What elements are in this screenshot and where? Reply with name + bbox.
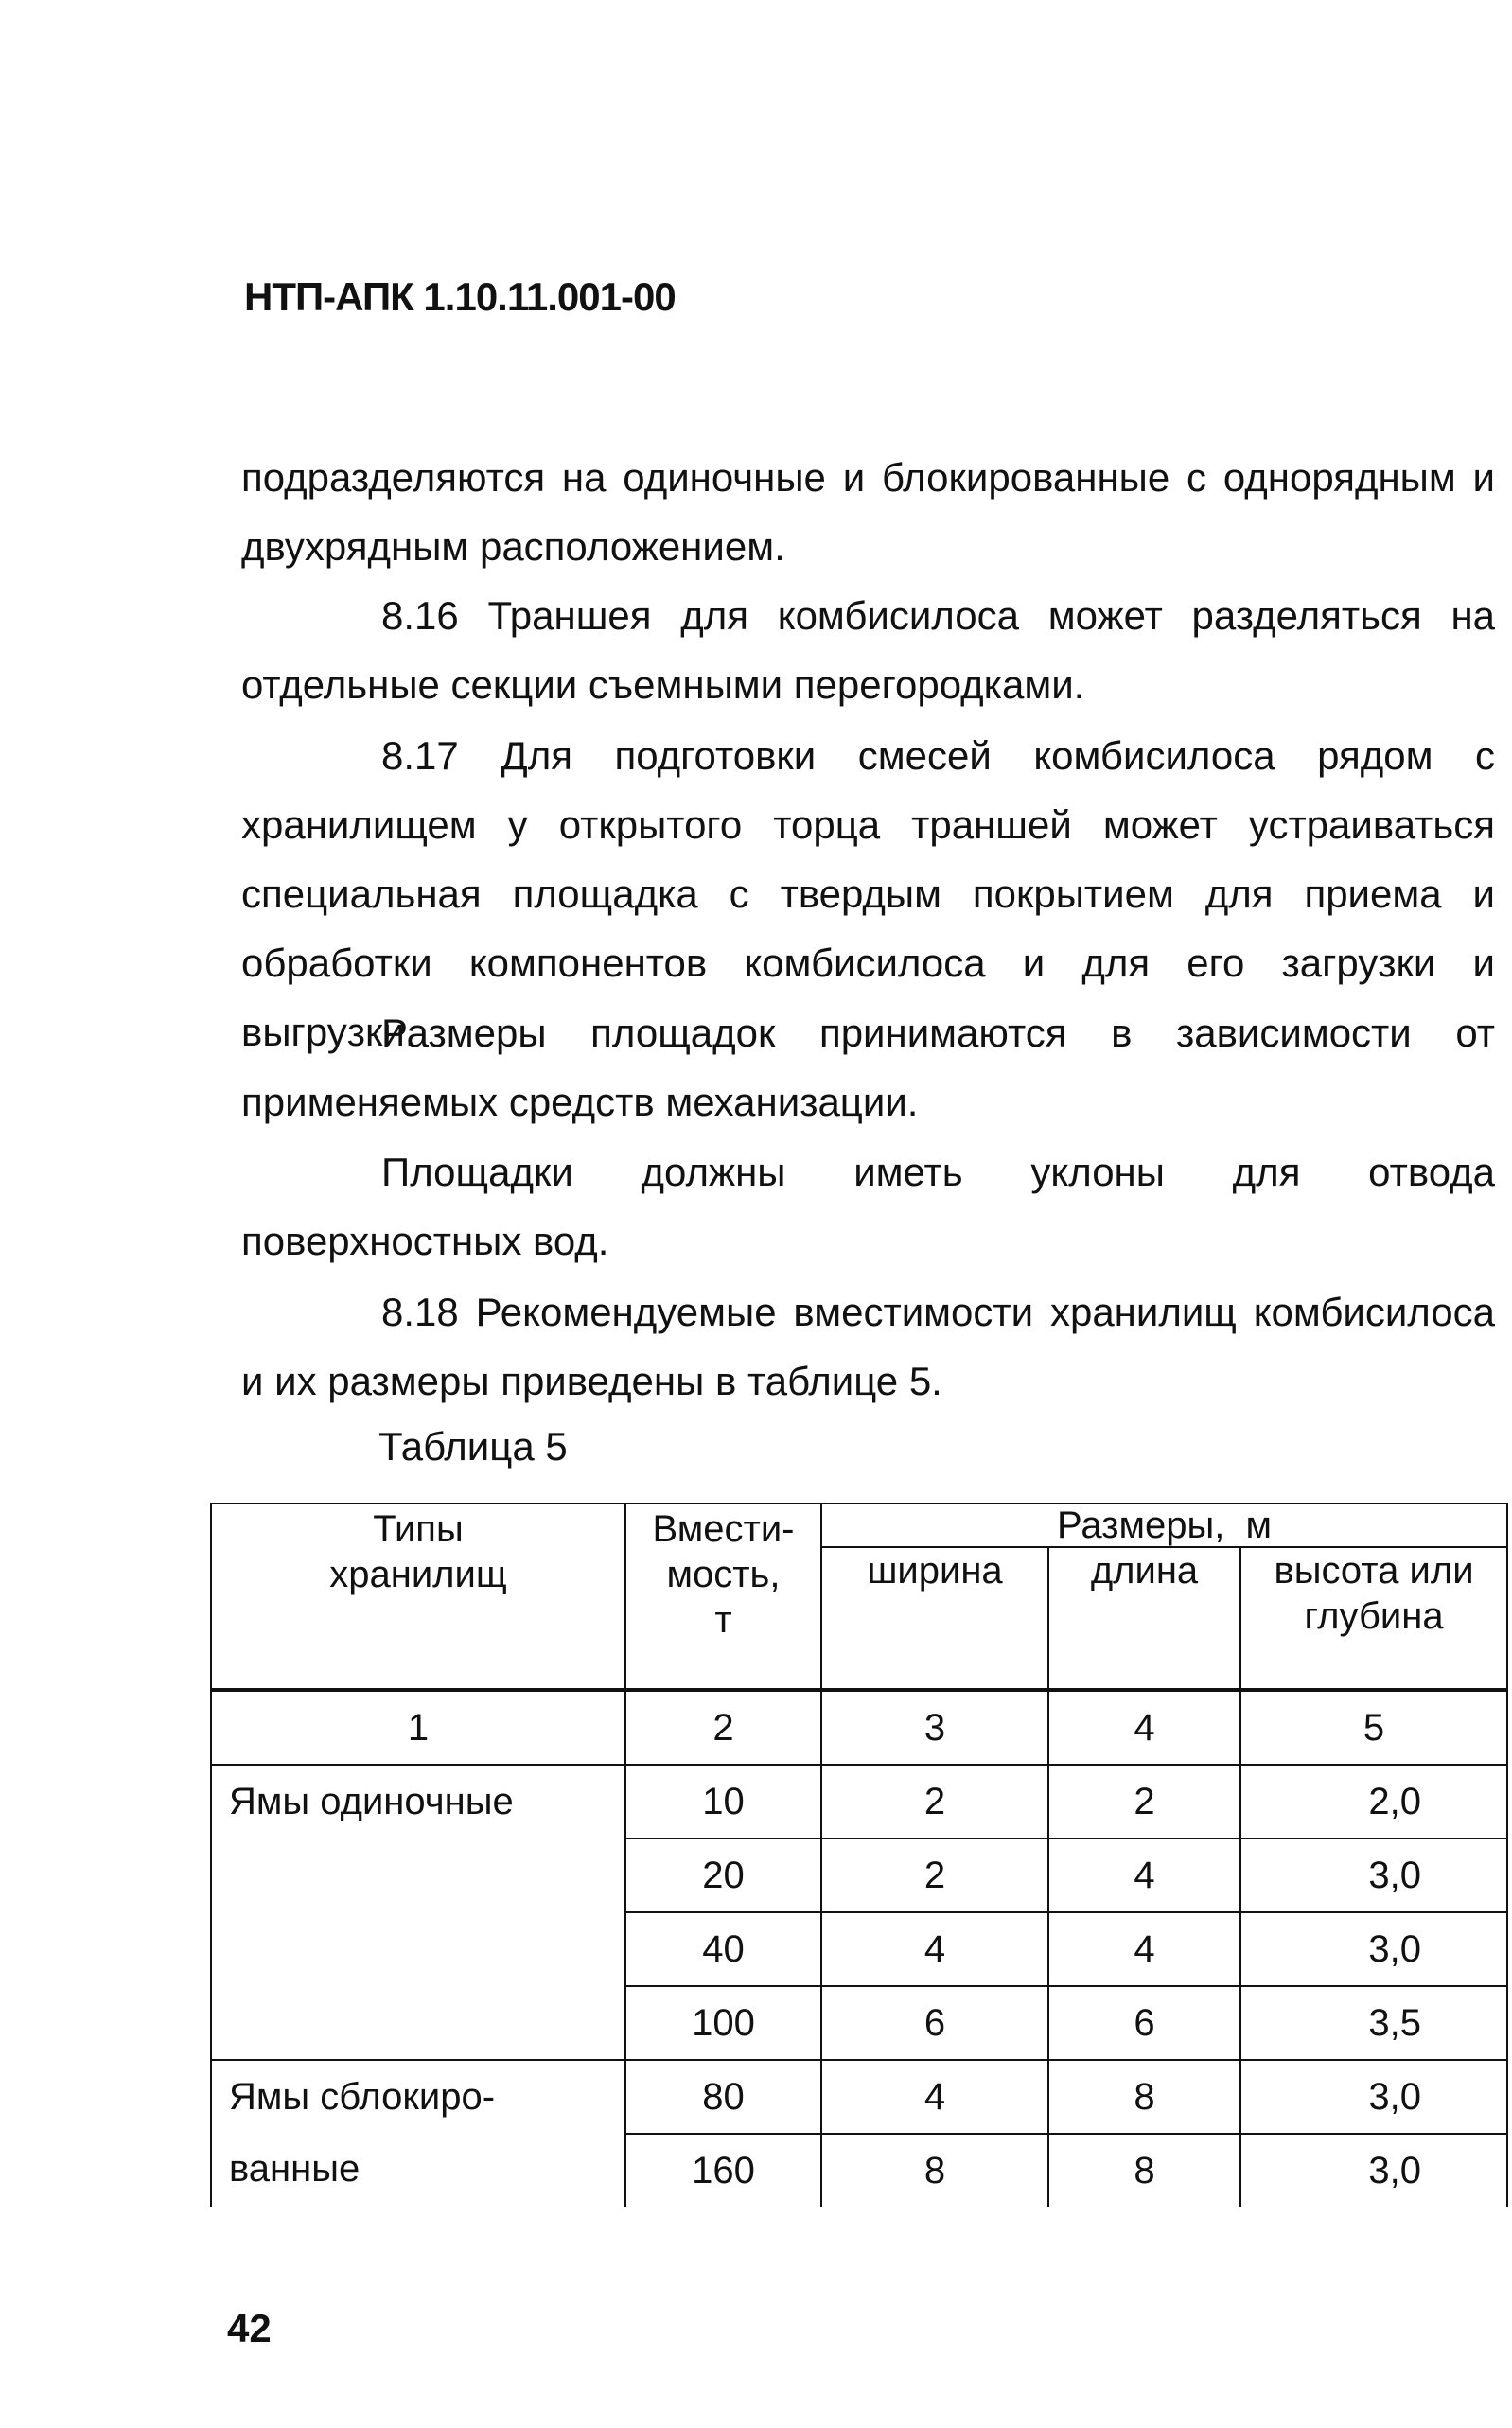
cell-width: 8: [821, 2134, 1048, 2207]
header-width: ширина: [821, 1547, 1048, 1690]
cell-capacity: 10: [625, 1765, 821, 1839]
cell-length: 8: [1048, 2134, 1240, 2207]
paragraph-8-18: 8.18 Рекомендуемые вместимости хранилищ комбисилоса и их размеры приведены в таблице 5.: [241, 1290, 1495, 1403]
paragraph-8-16: 8.16 Траншея для комбисилоса может разделяться на отдельные секции съемными перегородками.: [241, 593, 1495, 707]
storage-type-blocked-pits: [211, 2060, 625, 2207]
header-storage-type: [211, 1504, 625, 1690]
header-height-line1: высота или: [1274, 1550, 1474, 1592]
storage-capacity-table: [210, 1503, 1508, 2207]
cell-height: 3,0: [1240, 2060, 1507, 2134]
header-capacity-line2: мость,: [666, 1554, 781, 1595]
blocked-pits-line1: Ямы сблокиро-: [229, 2076, 496, 2118]
cell-height: 3,5: [1240, 1986, 1507, 2060]
paragraph-8-17: 8.17 Для подготовки смесей комбисилоса рядом с хранилищем у открытого торца траншей может устраиваться специальная площадка с твердым покрытием для приема и обработки компонентов комбисилоса и для его загрузки и выгрузки.: [241, 733, 1495, 1054]
cell-height: 3,0: [1240, 1912, 1507, 1986]
cell-length: 2: [1048, 1765, 1240, 1839]
column-number: 1: [211, 1690, 625, 1765]
cell-capacity: 160: [625, 2134, 821, 2207]
table-body: [211, 1765, 1507, 2207]
cell-length: 8: [1048, 2060, 1240, 2134]
cell-capacity: 20: [625, 1839, 821, 1912]
cell-width: 4: [821, 1912, 1048, 1986]
header-length: длина: [1048, 1547, 1240, 1690]
cell-capacity: 100: [625, 1986, 821, 2060]
header-capacity-line3: т: [714, 1599, 732, 1641]
table-header: [211, 1504, 1507, 1765]
column-number-row: [211, 1690, 1507, 1765]
column-number: 3: [821, 1690, 1048, 1765]
cell-height: 3,0: [1240, 2134, 1507, 2207]
cell-width: 4: [821, 2060, 1048, 2134]
header-type-line2: хранилищ: [329, 1554, 507, 1595]
paragraph-continuation: подразделяются на одиночные и блокированные с однорядным и двухрядным расположением.: [241, 455, 1495, 569]
cell-length: 6: [1048, 1986, 1240, 2060]
paragraph-platform-slopes: Площадки должны иметь уклоны для отвода поверхностных вод.: [241, 1150, 1495, 1263]
cell-width: 2: [821, 1765, 1048, 1839]
cell-width: 2: [821, 1839, 1048, 1912]
table-row: [211, 1765, 1507, 1839]
blocked-pits-line2: ванные: [229, 2148, 360, 2190]
table-caption: Таблица 5: [378, 1424, 568, 1469]
column-number: 2: [625, 1690, 821, 1765]
cell-capacity: 40: [625, 1912, 821, 1986]
table-row: [211, 2060, 1507, 2134]
header-capacity: [625, 1504, 821, 1690]
cell-length: 4: [1048, 1912, 1240, 1986]
header-capacity-line1: Вмести-: [652, 1508, 795, 1550]
cell-width: 6: [821, 1986, 1048, 2060]
page-number: 42: [227, 2306, 272, 2350]
cell-capacity: 80: [625, 2060, 821, 2134]
paragraph-platform-sizes: Размеры площадок принимаются в зависимости от применяемых средств механизации.: [241, 1011, 1495, 1124]
document-code: НТП-АПК 1.10.11.001-00: [244, 274, 676, 319]
storage-type-single-pits: Ямы одиночные: [211, 1765, 625, 2060]
header-type-line1: Типы: [373, 1508, 464, 1550]
cell-height: 2,0: [1240, 1765, 1507, 1839]
cell-length: 4: [1048, 1839, 1240, 1912]
header-dimensions: Размеры, м: [821, 1504, 1507, 1547]
header-height: [1240, 1547, 1507, 1690]
column-number: 4: [1048, 1690, 1240, 1765]
cell-height: 3,0: [1240, 1839, 1507, 1912]
column-number: 5: [1240, 1690, 1507, 1765]
header-height-line2: глубина: [1304, 1595, 1444, 1637]
